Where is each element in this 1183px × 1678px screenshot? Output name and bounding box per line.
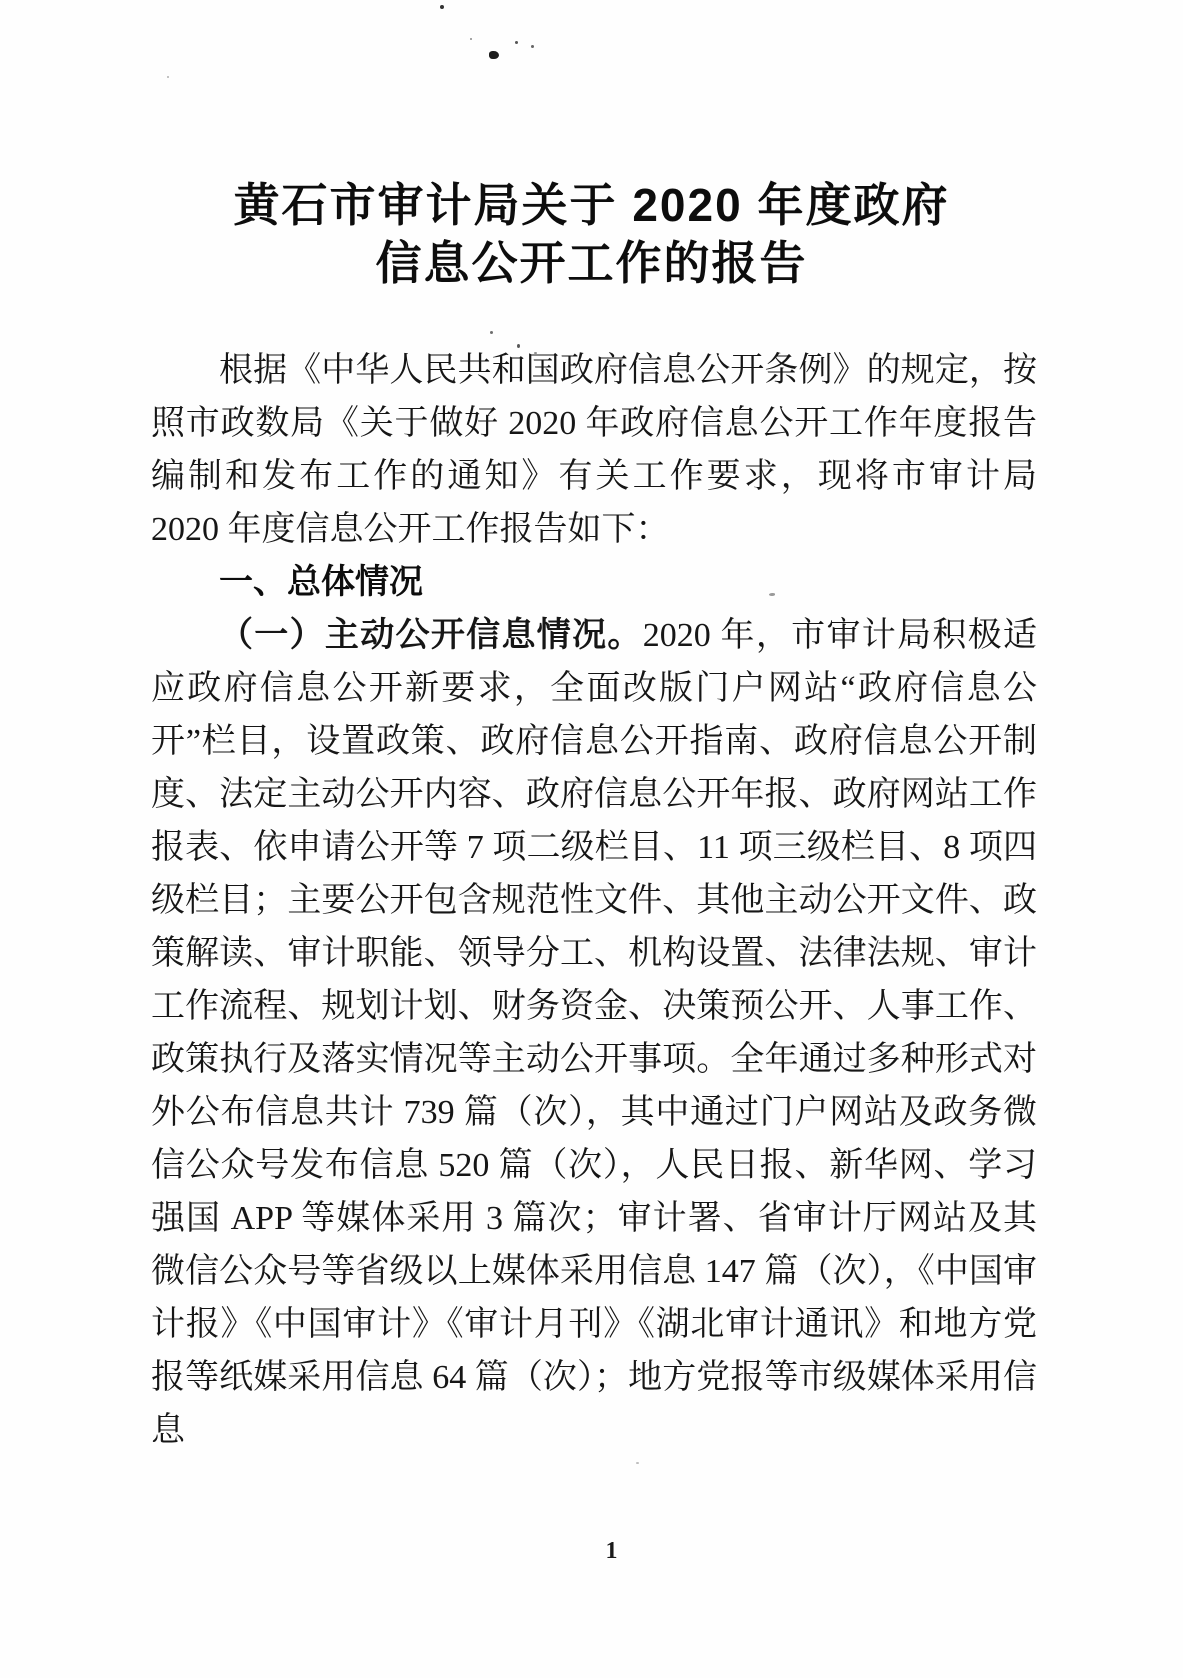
scan-speckle bbox=[515, 41, 518, 44]
paragraph-proactive-disclosure-lead: （一）主动公开信息情况。 bbox=[219, 617, 643, 654]
scan-speckle bbox=[470, 38, 472, 40]
document-title bbox=[0, 176, 1183, 292]
scan-speckle bbox=[167, 76, 169, 78]
paragraph-intro: 根据《中华人民共和国政府信息公开条例》的规定，按照市政数局《关于做好 2020 年政府信息公开工作年度报告编制和发布工作的通知》有关工作要求，现将市审计局 2020 年度信息公开工作报告如下： bbox=[151, 352, 1037, 548]
section-heading-overall-situation: 一、总体情况 bbox=[219, 563, 423, 601]
scan-speckle bbox=[489, 51, 499, 59]
scan-speckle bbox=[490, 331, 493, 334]
paragraph-proactive-disclosure bbox=[151, 609, 1037, 1457]
document-title-line-1: 黄石市审计局关于 2020 年度政府 bbox=[233, 179, 950, 231]
scan-speckle bbox=[531, 45, 534, 48]
page-number: 1 bbox=[605, 1538, 618, 1564]
scan-speckle bbox=[636, 1462, 639, 1464]
document-title-line-2: 信息公开工作的报告 bbox=[375, 237, 808, 289]
paragraph-proactive-disclosure-text: 2020 年，市审计局积极适应政府信息公开新要求，全面改版门户网站“政府信息公开”栏目，设置政策、政府信息公开指南、政府信息公开制度、法定主动公开内容、政府信息公开年报、政府网站工作报表、依申请公开等 7 项二级栏目、11 项三级栏目、8 项四级栏目；主要公开包含规范性文件、其他主动公开文件、政策解读、审计职能、领导分工、机构设置、法律法规、审计工作流程、规划计划、财务资金、决策预公开、人事工作、政策执行及落实情况等主动公开事项。全年通过多种形式对外公布信息共计 739 篇（次），其中通过门户网站及政务微信公众号发布信息 520 篇（次），人民日报、新华网、学习强国 APP 等媒体采用 3 篇次；审计署、省审计厅网站及其微信公众号等省级以上媒体采用信息 147 篇（次），《中国审计报》《中国审计》《审计月刊》《湖北审计通讯》和地方党报等纸媒采用信息 64 篇（次）；地方党报等市级媒体采用信息 bbox=[151, 617, 1038, 1449]
document-body bbox=[151, 344, 1037, 1457]
scan-speckle bbox=[440, 5, 444, 9]
